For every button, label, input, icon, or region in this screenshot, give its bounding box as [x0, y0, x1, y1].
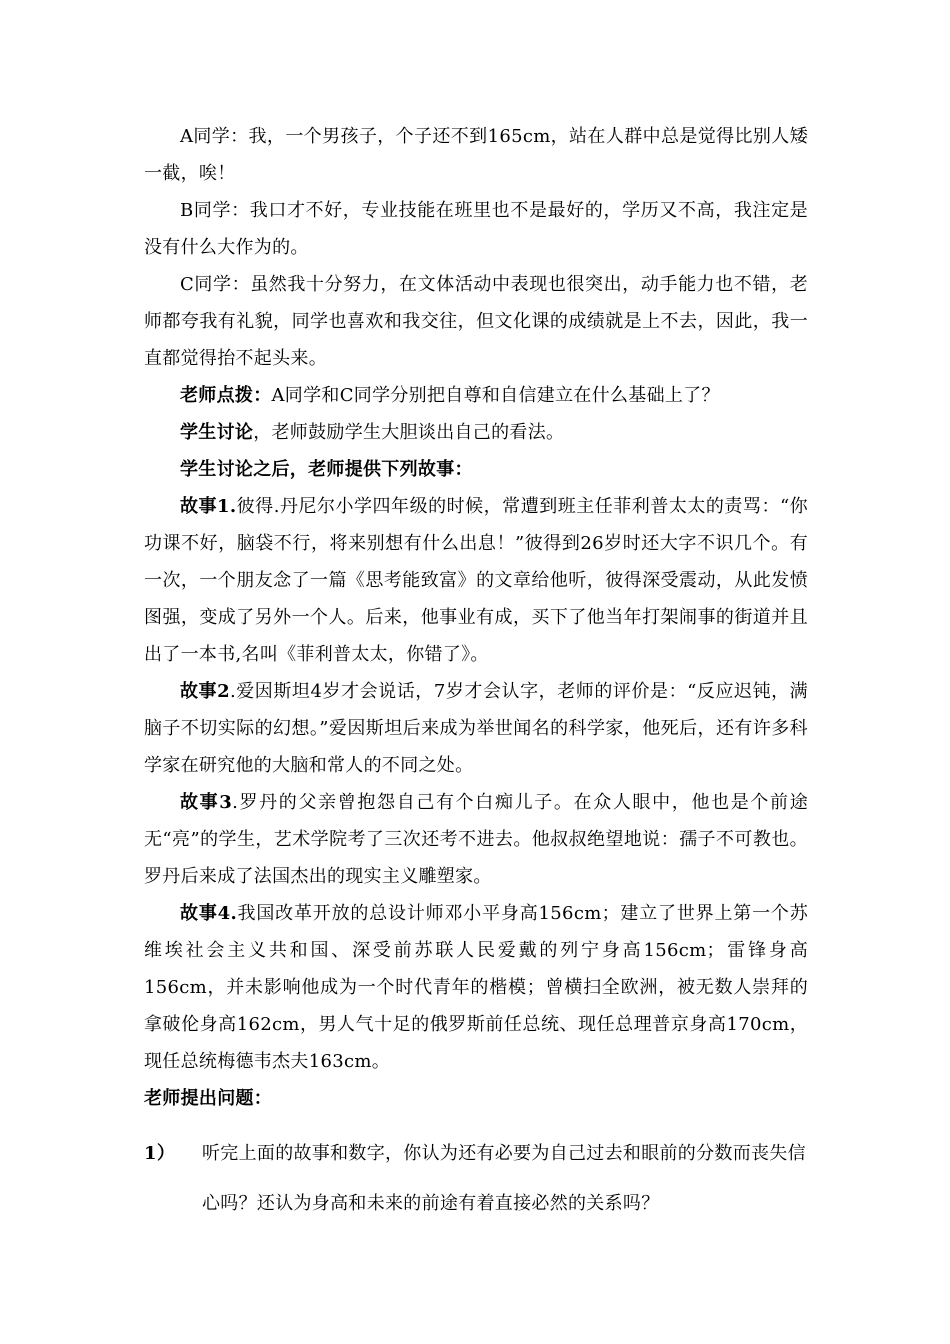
after-discussion-heading: 学生讨论之后，老师提供下列故事：	[180, 459, 473, 480]
story-3-label: 故事3	[180, 792, 233, 813]
story-2-label: 故事2	[180, 681, 230, 702]
paragraph-student-c: C同学：虽然我十分努力，在文体活动中表现也很突出，动手能力也不错，老师都夸我有礼貌，同学也喜欢和我交往，但文化课的成绩就是上不去，因此，我一直都觉得抬不起头来。	[144, 274, 808, 369]
story-1-label: 故事1.	[180, 496, 237, 517]
discussion-text: ，老师鼓励学生大胆谈出自己的看法。	[253, 422, 565, 443]
paragraph-story-2	[144, 673, 808, 784]
paragraph-student-b: B同学：我口才不好，专业技能在班里也不是最好的，学历又不高，我注定是没有什么大作为的。	[144, 200, 808, 258]
discussion-label: 学生讨论	[180, 422, 254, 443]
paragraph-questions-heading	[144, 1080, 808, 1117]
paragraph-story-1	[144, 488, 808, 673]
questions-heading: 老师提出问题：	[144, 1088, 273, 1109]
story-4-label: 故事4.	[180, 903, 238, 924]
paragraph-teacher-guide	[144, 377, 808, 414]
paragraph-after-discussion	[144, 451, 808, 488]
paragraph-story-3	[144, 784, 808, 895]
question-1	[144, 1129, 808, 1229]
paragraph-story-4	[144, 895, 808, 1080]
question-1-number: 1）	[144, 1143, 176, 1164]
paragraph-student-discussion	[144, 414, 808, 451]
teacher-guide-text: A同学和C同学分别把自尊和自信建立在什么基础上了？	[271, 385, 720, 406]
document-body	[144, 118, 808, 1229]
question-1-text: 听完上面的故事和数字，你认为还有必要为自己过去和眼前的分数而丧失信心吗？还认为身高和未来的前途有着直接必然的关系吗？	[202, 1143, 806, 1214]
paragraph-student-a: A同学：我，一个男孩子，个子还不到165cm，站在人群中总是觉得比别人矮一截，唉！	[144, 126, 808, 184]
story-1-text: 彼得.丹尼尔小学四年级的时候，常遭到班主任菲利普太太的责骂：“你功课不好，脑袋不行，将来别想有什么出息！”彼得到26岁时还大字不识几个。有一次，一个朋友念了一篇《思考能致富》的文章给他听，彼得深受震动，从此发愤图强，变成了另外一个人。后来，他事业有成，买下了他当年打架闹事的街道并且出了一本书,名叫《菲利普太太，你错了》。	[144, 496, 808, 665]
story-4-text: 我国改革开放的总设计师邓小平身高156cm；建立了世界上第一个苏维埃社会主义共和国、深受前苏联人民爱戴的列宁身高156cm；雷锋身高156cm，并未影响他成为一个时代青年的楷模；曾横扫全欧洲，被无数人崇拜的拿破伦身高162cm，男人气十足的俄罗斯前任总统、现任总理普京身高170cm，现任总统梅德韦杰夫163cm。	[144, 903, 808, 1072]
story-2-text: .爱因斯坦4岁才会说话，7岁才会认字，老师的评价是：“反应迟钝，满脑子不切实际的幻想。”爱因斯坦后来成为举世闻名的科学家，他死后，还有许多科学家在研究他的大脑和常人的不同之处。	[144, 681, 808, 776]
teacher-guide-label: 老师点拨：	[180, 385, 272, 406]
story-3-text: .罗丹的父亲曾抱怨自己有个白痴儿子。在众人眼中，他也是个前途无“亮”的学生，艺术学院考了三次还考不进去。他叔叔绝望地说：孺子不可教也。罗丹后来成了法国杰出的现实主义雕塑家。	[144, 792, 808, 887]
